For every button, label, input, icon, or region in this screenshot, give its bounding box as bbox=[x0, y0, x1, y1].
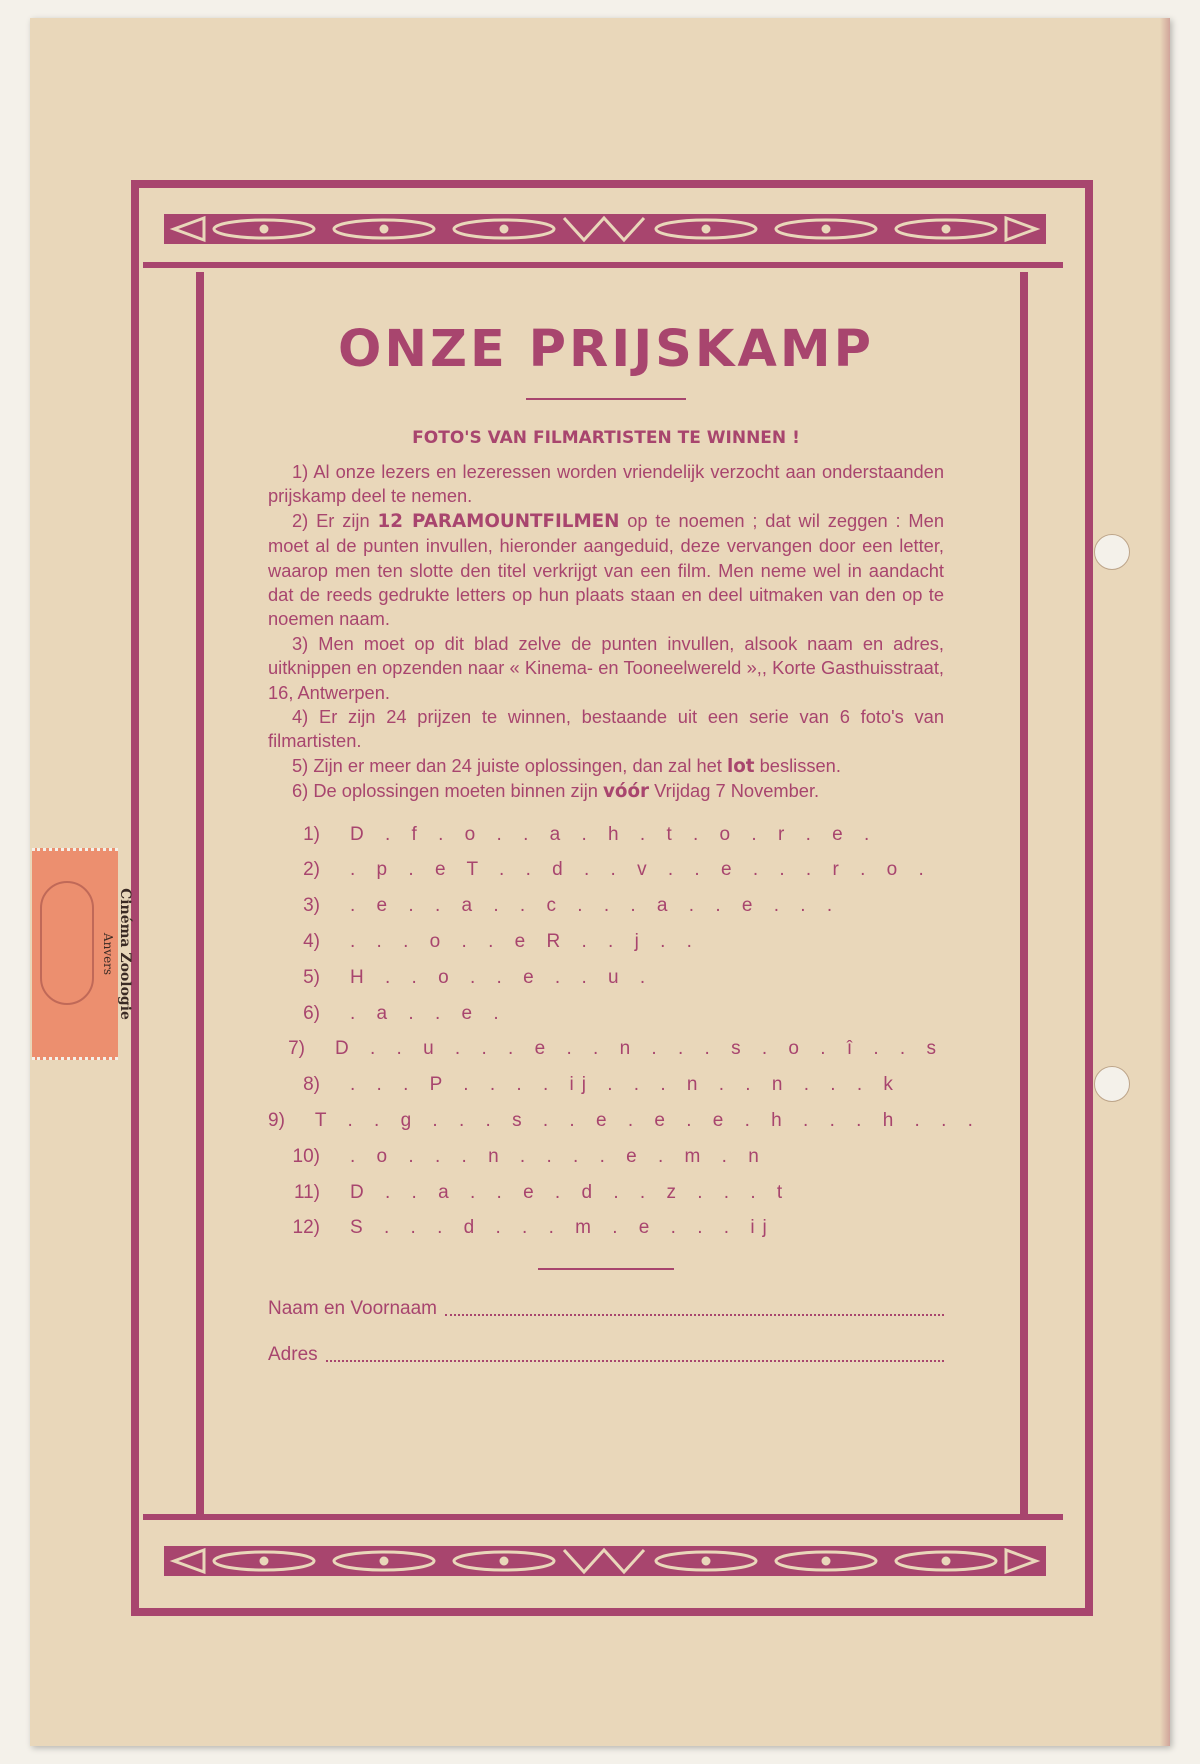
puzzle-list bbox=[268, 817, 981, 1247]
page-edge bbox=[1160, 18, 1170, 1746]
rule-text-continued: beslissen. bbox=[754, 754, 841, 776]
ticket-city: Anvers bbox=[101, 932, 115, 976]
puzzle-row[interactable] bbox=[268, 888, 944, 924]
puzzle-pattern[interactable]: . . . P . . . . ij . . . n . . n . . . k bbox=[350, 1074, 901, 1096]
page-title: ONZE PRIJSKAMP bbox=[337, 320, 875, 379]
rule-text: Al onze lezers en lezeressen worden vriendelijk verzocht aan onderstaanden prijskamp deel te nemen. bbox=[268, 461, 944, 507]
puzzle-pattern[interactable]: D . f . o . . a . h . t . o . r . e . bbox=[350, 823, 878, 845]
rule-emphasis: 12 PARAMOUNTFILMEN bbox=[377, 510, 620, 532]
puzzle-pattern[interactable]: . e . . a . . c . . . a . . e . . . bbox=[350, 895, 841, 917]
rule-paragraph bbox=[268, 779, 944, 804]
punch-hole-bottom bbox=[1094, 1066, 1130, 1102]
puzzle-number: 1) bbox=[303, 823, 320, 845]
puzzle-row[interactable] bbox=[268, 960, 944, 996]
name-field[interactable] bbox=[268, 1296, 944, 1320]
rule-number: 4) bbox=[292, 706, 309, 728]
rule-text: Zijn er meer dan 24 juiste oplossingen, dan zal het bbox=[313, 754, 727, 776]
puzzle-row[interactable] bbox=[268, 852, 944, 888]
puzzle-number: 3) bbox=[303, 895, 320, 917]
rules-list bbox=[268, 460, 944, 805]
puzzle-number: 11) bbox=[293, 1181, 320, 1203]
punch-hole-top bbox=[1094, 534, 1130, 570]
puzzle-pattern[interactable]: D . . a . . e . d . . z . . . t bbox=[350, 1181, 791, 1203]
puzzle-row[interactable] bbox=[268, 1139, 944, 1175]
rule-paragraph bbox=[268, 509, 944, 632]
bottom-ornament bbox=[164, 1546, 1046, 1576]
rule-paragraph bbox=[268, 705, 944, 754]
puzzle-pattern[interactable]: . . . o . . e R . . j . . bbox=[350, 930, 700, 952]
top-ornament bbox=[164, 214, 1046, 244]
ticket-text bbox=[84, 851, 134, 1057]
name-field-label: Naam en Voornaam bbox=[268, 1298, 437, 1320]
rule-paragraph bbox=[268, 632, 944, 705]
address-field-dotted-line[interactable] bbox=[326, 1360, 944, 1362]
name-field-dotted-line[interactable] bbox=[445, 1314, 944, 1316]
puzzle-row[interactable] bbox=[268, 1175, 944, 1211]
puzzle-pattern[interactable]: D . . u . . . e . . n . . . s . o . î . . s bbox=[334, 1038, 944, 1060]
top-rule bbox=[143, 262, 1063, 268]
puzzle-row[interactable] bbox=[268, 1031, 944, 1067]
rule-number: 6) bbox=[292, 780, 309, 802]
puzzle-row[interactable] bbox=[268, 996, 944, 1032]
puzzle-pattern[interactable]: . a . . e . bbox=[350, 1002, 507, 1024]
rule-text: De oplossingen moeten binnen zijn bbox=[313, 780, 604, 802]
rule-number: 2) bbox=[292, 509, 309, 531]
puzzle-number: 10) bbox=[292, 1145, 320, 1167]
rule-number: 3) bbox=[292, 632, 309, 654]
rule-text-continued: op te noemen ; dat wil zeggen : Men moet al de punten invullen, hieronder aangeduid, deze vervangen door een letter, waarop men ten slotte den titel verkrijgt van een film. Men neme wel in aandacht dat de reeds gedrukte letters op hun plaats staan en deel uitmaken van den op te noemen naam. bbox=[268, 509, 944, 630]
title-rule bbox=[526, 398, 686, 400]
puzzle-pattern[interactable]: S . . . d . . . m . e . . . ij bbox=[350, 1217, 775, 1239]
puzzle-number: 9) bbox=[268, 1109, 285, 1131]
puzzle-pattern[interactable]: T . . g . . . s . . e . e . e . h . . . h . . . bbox=[314, 1109, 981, 1131]
puzzle-number: 4) bbox=[303, 930, 320, 952]
ticket-cinema-name: Cinéma Zoologie bbox=[117, 888, 133, 1020]
puzzle-number: 7) bbox=[288, 1038, 305, 1060]
rule-paragraph bbox=[268, 460, 944, 509]
cinema-ticket-stub bbox=[32, 848, 133, 1060]
puzzle-row[interactable] bbox=[268, 1103, 981, 1139]
address-field-label: Adres bbox=[268, 1344, 318, 1366]
puzzle-number: 12) bbox=[292, 1217, 320, 1239]
puzzle-pattern[interactable]: . o . . . n . . . . e . m . n bbox=[350, 1145, 767, 1167]
puzzle-pattern[interactable]: H . . o . . e . . u . bbox=[350, 966, 654, 988]
rule-text: Men moet op dit blad zelve de punten invullen, alsook naam en adres, uitknippen en opzenden naar « Kinema- en Tooneelwereld »,, Korte Gasthuisstraat, 16, Antwerpen. bbox=[268, 632, 944, 703]
rule-number: 1) bbox=[292, 461, 309, 482]
puzzle-row[interactable] bbox=[268, 1210, 944, 1246]
rule-text-continued: Vrijdag 7 November. bbox=[649, 780, 820, 802]
puzzle-pattern[interactable]: . p . e T . . d . . v . . e . . . r . o . bbox=[350, 859, 932, 881]
puzzle-row[interactable] bbox=[268, 817, 944, 853]
rule-text: Er zijn bbox=[316, 509, 378, 531]
puzzle-row[interactable] bbox=[268, 1067, 944, 1103]
contest-content bbox=[268, 320, 981, 1366]
rule-emphasis: vóór bbox=[603, 781, 650, 803]
puzzle-number: 6) bbox=[303, 1002, 320, 1024]
address-field[interactable] bbox=[268, 1342, 944, 1366]
puzzle-number: 5) bbox=[303, 966, 320, 988]
rule-number: 5) bbox=[292, 754, 309, 776]
puzzle-row[interactable] bbox=[268, 924, 944, 960]
puzzle-number: 8) bbox=[303, 1074, 320, 1096]
rule-emphasis: lot bbox=[726, 755, 755, 777]
rule-text: Er zijn 24 prijzen te winnen, bestaande uit een serie van 6 foto's van filmartisten. bbox=[268, 706, 944, 752]
puzzle-number: 2) bbox=[303, 859, 320, 881]
puzzle-rule bbox=[538, 1268, 674, 1270]
rule-paragraph bbox=[268, 754, 944, 779]
subtitle: FOTO'S VAN FILMARTISTEN TE WINNEN ! bbox=[412, 428, 800, 448]
